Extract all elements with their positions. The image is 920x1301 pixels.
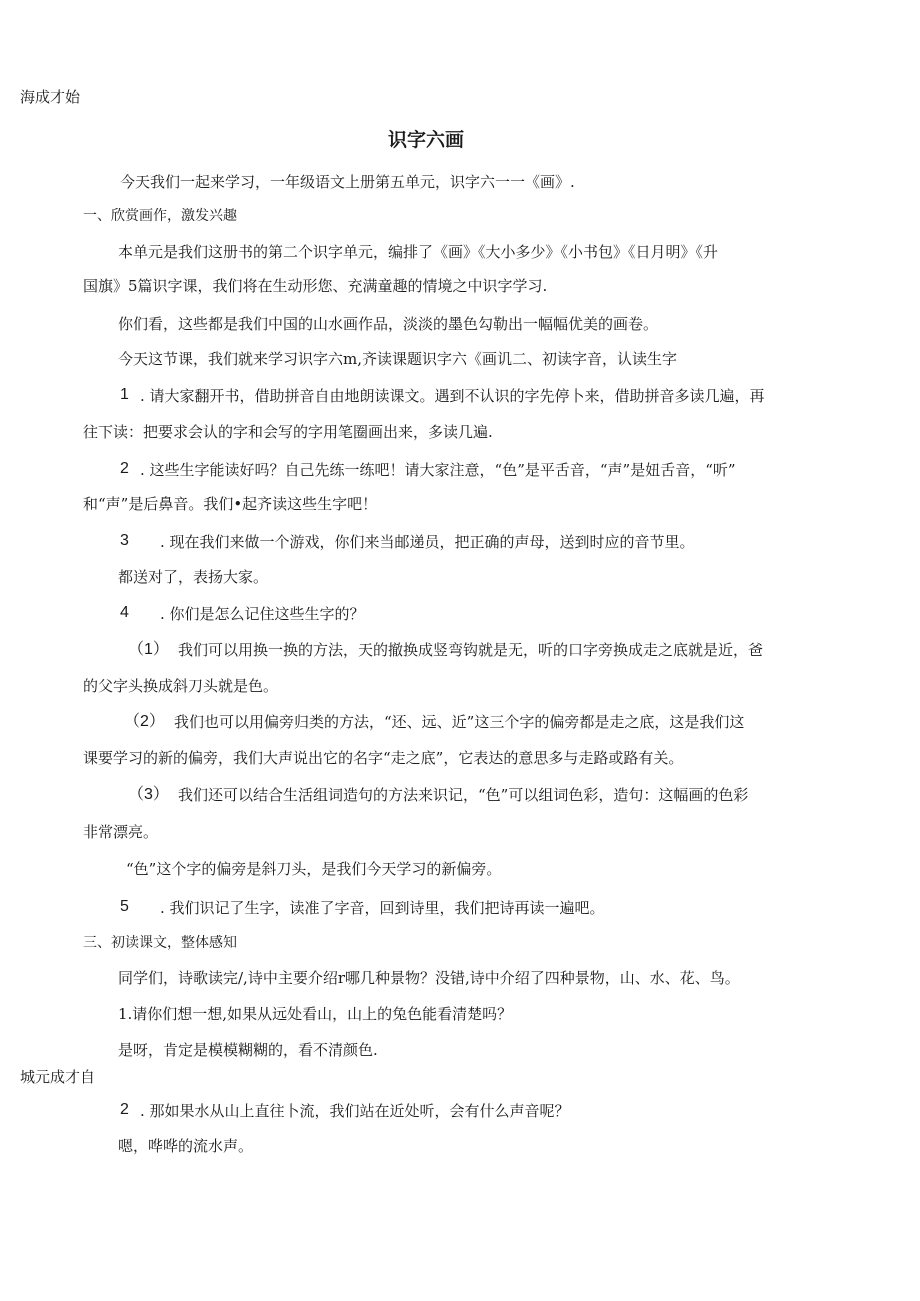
item-text: . 我们识记了生字，读准了字音，回到诗里，我们把诗再读一遍吧。: [160, 899, 605, 917]
item-number: 4: [120, 604, 129, 621]
item-number: 2: [120, 460, 129, 477]
section-1-heading: 一、欣赏画作，激发兴趣: [83, 208, 237, 224]
answer-1: 是呀，肯定是模模糊糊的，看不清颜色.: [118, 1041, 378, 1059]
section-1-paragraph-1-line-1: 本单元是我们这册书的第二个识字单元，编排了《画》《大小多少》《小书包》《日月明》《升: [118, 243, 719, 261]
question-2: . 那如果水从山上直往卜流，我们站在近处听，会有什么声音呢？: [140, 1102, 570, 1120]
page-title: 识字六画: [388, 129, 465, 151]
footer-note: 城元成才自: [20, 1068, 96, 1086]
item-text-line-2: 和“声”是后鼻音。我们•起齐读这些生字吧！: [83, 495, 378, 513]
item-text: . 你们是怎么记住这些生字的？: [160, 605, 365, 623]
section-1-paragraph-2: 你们看，这些都是我们中国的山水画作品，淡淡的墨色勾勒出一幅幅优美的画卷。: [118, 315, 659, 333]
item-number: 1: [120, 386, 129, 403]
section-3-paragraph: 同学们，诗歌读完/,诗中主要介绍r哪几种景物？没错,诗中介绍了四种景物，山、水、花、鸟。: [118, 969, 740, 987]
section-1-paragraph-1-line-2: 国旗》5篇识字课，我们将在生动形您、充满童趣的情境之中识字学习.: [83, 277, 548, 295]
item-number: 5: [120, 898, 129, 915]
item-text: . 现在我们来做一个游戏，你们来当邮递员，把正确的声母，送到时应的音节里。: [160, 533, 695, 551]
sub-item-number: （1）: [128, 641, 169, 658]
question-1: 1.请你们想一想,如果从远处看山，山上的兔色能看清楚吗？: [118, 1005, 513, 1023]
item-text-line-1: . 请大家翻开书，借助拼音自由地朗读课文。遇到不认识的字先停卜来，借助拼音多读几遍，再: [140, 387, 765, 405]
sub-item-number: （3）: [128, 786, 169, 803]
sub-item-text-line-2: 课要学习的新的偏旁，我们大声说出它的名字“走之底”，它表达的意思多与走路或路有关。: [83, 749, 684, 767]
section-3-heading: 三、初读课文，整体感知: [83, 935, 237, 951]
sub-item-text-line-1: 我们还可以结合生活组词造句的方法来识记，“色”可以组词色彩，造句：这幅画的色彩: [178, 786, 749, 804]
answer-2: 嗯，哗哗的流水声。: [118, 1137, 254, 1155]
item-text-line-2: 往下读：把要求会认的字和会写的字用笔圈画出来，多读几遍.: [83, 423, 493, 441]
sub-item-text-line-2: 非常漂亮。: [83, 823, 159, 841]
section-1-paragraph-3: 今天这节课，我们就来学习识字六m,齐读课题识字六《画讥二、初读字音，认读生字: [118, 350, 677, 368]
radical-note: “色”这个字的偏旁是斜刀头，是我们今天学习的新偏旁。: [126, 860, 502, 878]
item-follow-text: 都送对了，表扬大家。: [118, 568, 269, 586]
sub-item-text-line-2: 的父字头换成斜刀头就是色。: [83, 677, 279, 695]
item-number: 3: [120, 532, 129, 549]
intro-paragraph: 今天我们一起来学习，一年级语文上册第五单元，识字六一一《画》.: [120, 173, 575, 191]
item-text-line-1: . 这些生字能读好吗？自己先练一练吧！请大家注意，“色”是平舌音，“声”是妞舌音，“听”: [140, 461, 736, 479]
item-number: 2: [120, 1101, 129, 1118]
sub-item-number: （2）: [124, 713, 165, 730]
header-note: 海成才始: [20, 88, 81, 106]
sub-item-text-line-1: 我们可以用换一换的方法，天的撤换成竖弯钩就是无，听的口字旁换成走之底就是近，爸: [178, 641, 764, 659]
sub-item-text-line-1: 我们也可以用偏旁归类的方法，“还、远、近”这三个字的偏旁都是走之底，这是我们这: [174, 713, 745, 731]
